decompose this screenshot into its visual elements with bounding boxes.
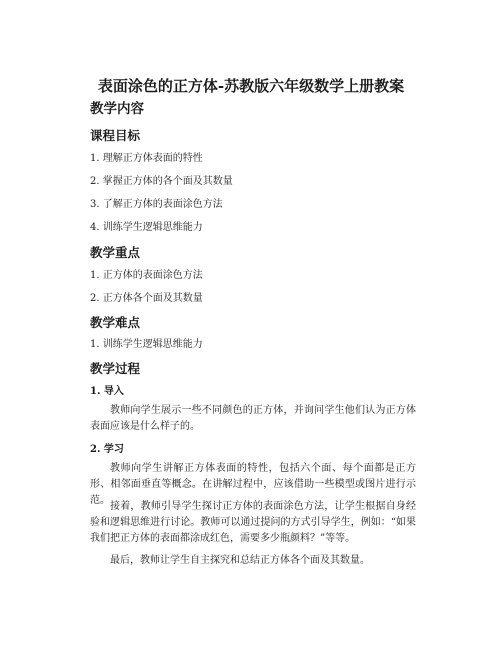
teaching-content-heading: 教学内容 [90, 101, 144, 117]
document-title: 表面涂色的正方体-苏教版六年级数学上册教案 [97, 77, 405, 95]
learn-paragraph: 最后，教师让学生自主探究和总结正方体各个面及其数量。 [110, 555, 370, 566]
difficulty-item: 1. 训练学生逻辑思维能力 [90, 339, 203, 350]
learn-paragraph: 接着，教师引导学生探讨正方体的表面涂色方法，让学生根据自身经验和逻辑思维进行讨论。教师可以通过提问的方式引导学生，例如：“如果我们把正方体的表面都涂成红色，需要多少瓶颜料？”等等。 [90, 501, 416, 544]
process-heading: 教学过程 [90, 361, 141, 376]
objective-item: 4. 训练学生逻辑思维能力 [90, 222, 203, 233]
objectives-heading: 课程目标 [90, 128, 141, 143]
intro-heading: 1. 导入 [90, 386, 124, 397]
objective-item: 2. 掌握正方体的各个面及其数量 [90, 176, 233, 187]
learn-heading: 2. 学习 [90, 444, 124, 455]
key-points-heading: 教学重点 [90, 245, 141, 260]
objective-item: 3. 了解正方体的表面涂色方法 [90, 199, 223, 210]
difficulties-heading: 教学难点 [90, 315, 141, 330]
key-point-item: 2. 正方体各个面及其数量 [90, 293, 203, 304]
learn-paragraph: 教师向学生讲解正方体表面的特性，包括六个面、每个面都是正方形、相邻面垂直等概念。在讲解过程中，应该借助一些模型或图片进行示范。 [90, 463, 416, 506]
intro-paragraph: 教师向学生展示一些不同颜色的正方体，并询问学生他们认为正方体表面应该是什么样子的。 [90, 405, 416, 432]
objective-item: 1. 理解正方体表面的特性 [90, 153, 203, 164]
key-point-item: 1. 正方体的表面涂色方法 [90, 270, 203, 281]
